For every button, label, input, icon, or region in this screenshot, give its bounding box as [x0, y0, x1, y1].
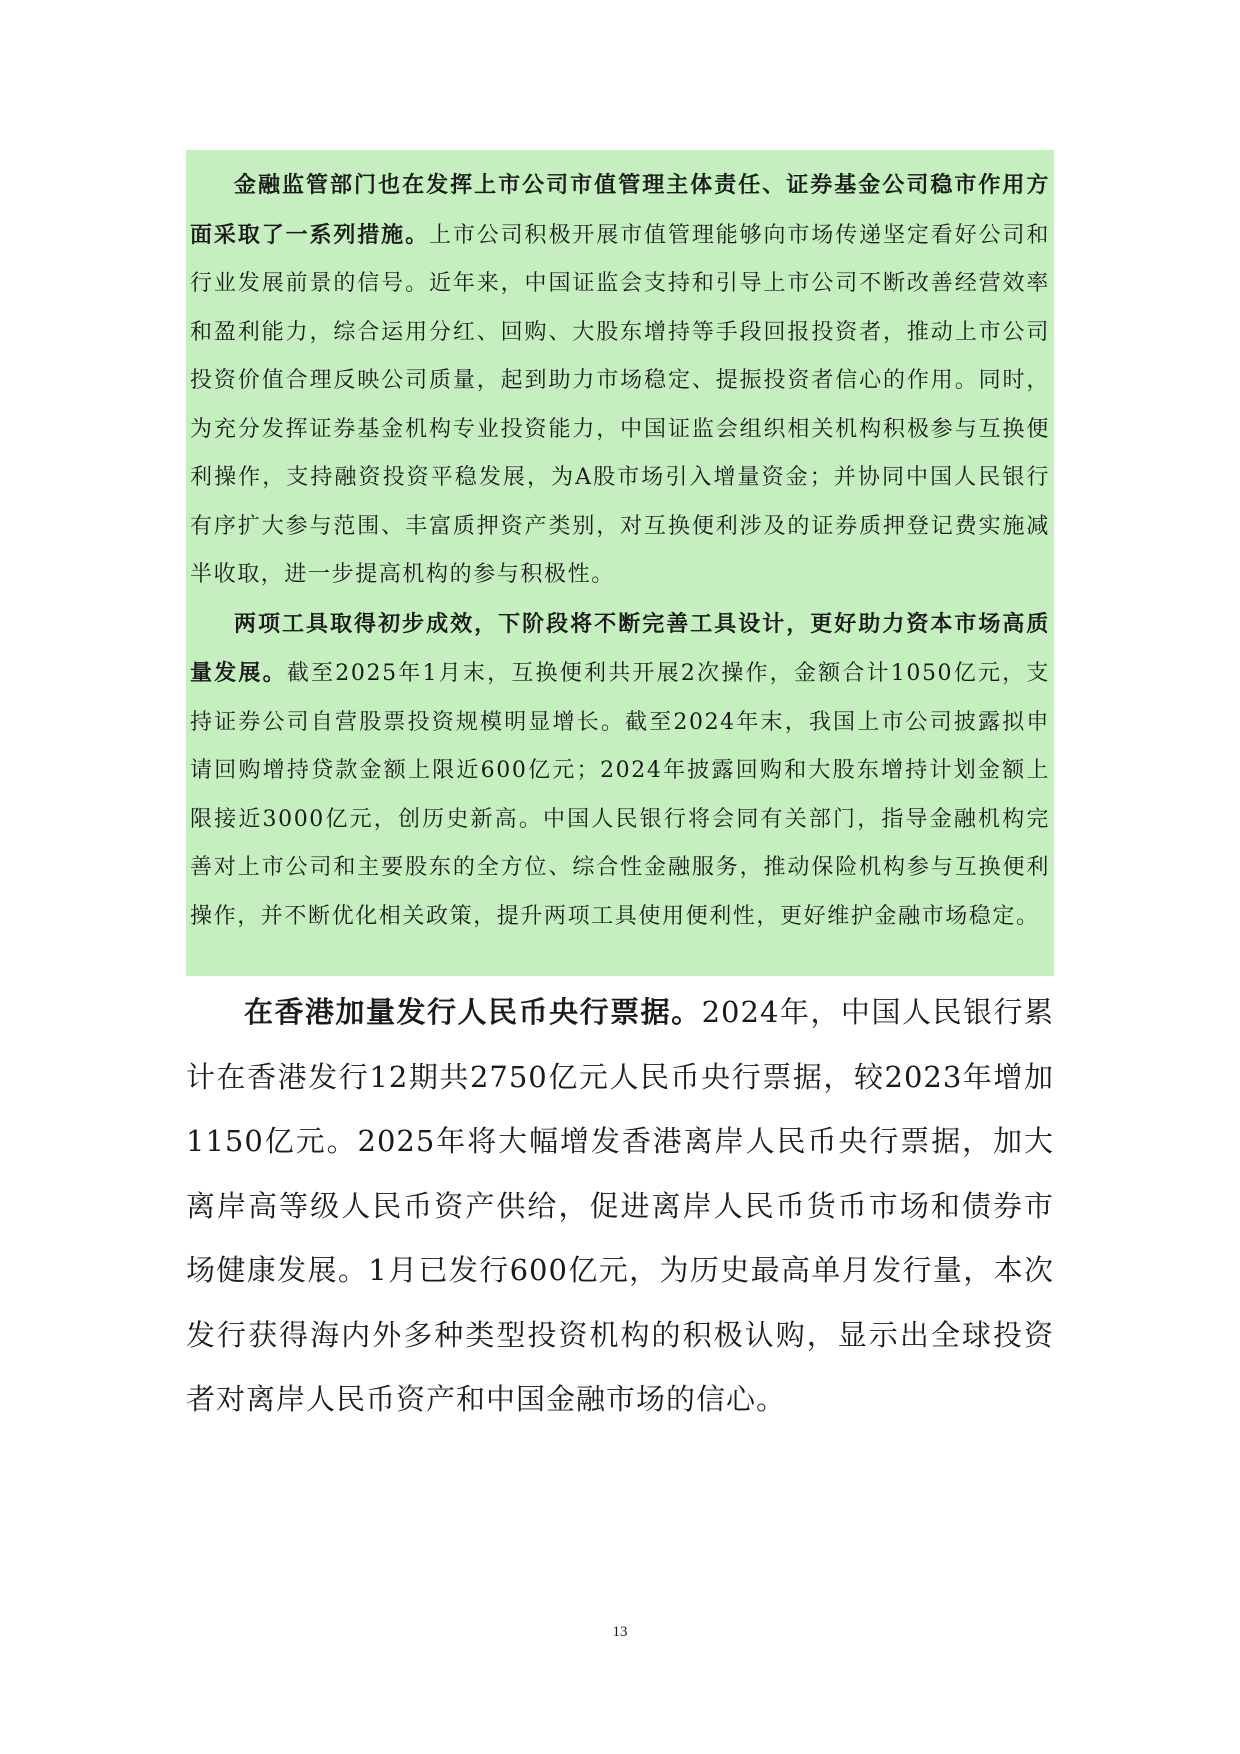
highlighted-text-box: [186, 150, 1054, 976]
box-paragraph-2-lead: 两项工具取得初步成效，下阶段将不断完善工具设计，更好助力资本市场高质量发展。: [190, 610, 1050, 686]
page-number: 13: [612, 1624, 628, 1640]
box-paragraph-2-body: 截至2025年1月末，互换便利共开展2次操作，金额合计1050亿元，支持证券公司自营股票投资规模明显增长。截至2024年末，我国上市公司披露拟申请回购增持贷款金额上限近600亿元；2024年披露回购和大股东增持计划金额上限接近3000亿元，创历史新高。中国人民银行将会同有关部门，指导金融机构完善对上市公司和主要股东的全方位、综合性金融服务，推动保险机构参与互换便利操作，并不断优化相关政策，提升两项工具使用便利性，更好维护金融市场稳定。: [190, 661, 1050, 929]
box-paragraph-1: [190, 161, 1050, 600]
box-paragraph-1-lead: 金融监管部门也在发挥上市公司市值管理主体责任、证券基金公司稳市作用方面采取了一系列措施。: [190, 172, 1050, 248]
main-paragraph-lead: 在香港加量发行人民币央行票据。: [244, 995, 702, 1029]
box-paragraph-2: [190, 600, 1050, 942]
main-paragraph-body: 2024年，中国人民银行累计在香港发行12期共2750亿元人民币央行票据，较2023年增加1150亿元。2025年将大幅增发香港离岸人民币央行票据，加大离岸高等级人民币资产供给，促进离岸人民币货币市场和债券市场健康发展。1月已发行600亿元，为历史最高单月发行量，本次发行获得海内外多种类型投资机构的积极认购，显示出全球投资者对离岸人民币资产和中国金融市场的信心。: [186, 995, 1054, 1416]
box-paragraph-1-body: 上市公司积极开展市值管理能够向市场传递坚定看好公司和行业发展前景的信号。近年来，中国证监会支持和引导上市公司不断改善经营效率和盈利能力，综合运用分红、回购、大股东增持等手段回报投资者，推动上市公司投资价值合理反映公司质量，起到助力市场稳定、提振投资者信心的作用。同时，为充分发挥证券基金机构专业投资能力，中国证监会组织相关机构积极参与互换便利操作，支持融资投资平稳发展，为A股市场引入增量资金；并协同中国人民银行有序扩大参与范围、丰富质押资产类别，对互换便利涉及的证券质押登记费实施减半收取，进一步提高机构的参与积极性。: [190, 222, 1050, 587]
main-paragraph: [186, 980, 1054, 1432]
main-text-section: [186, 980, 1054, 1432]
